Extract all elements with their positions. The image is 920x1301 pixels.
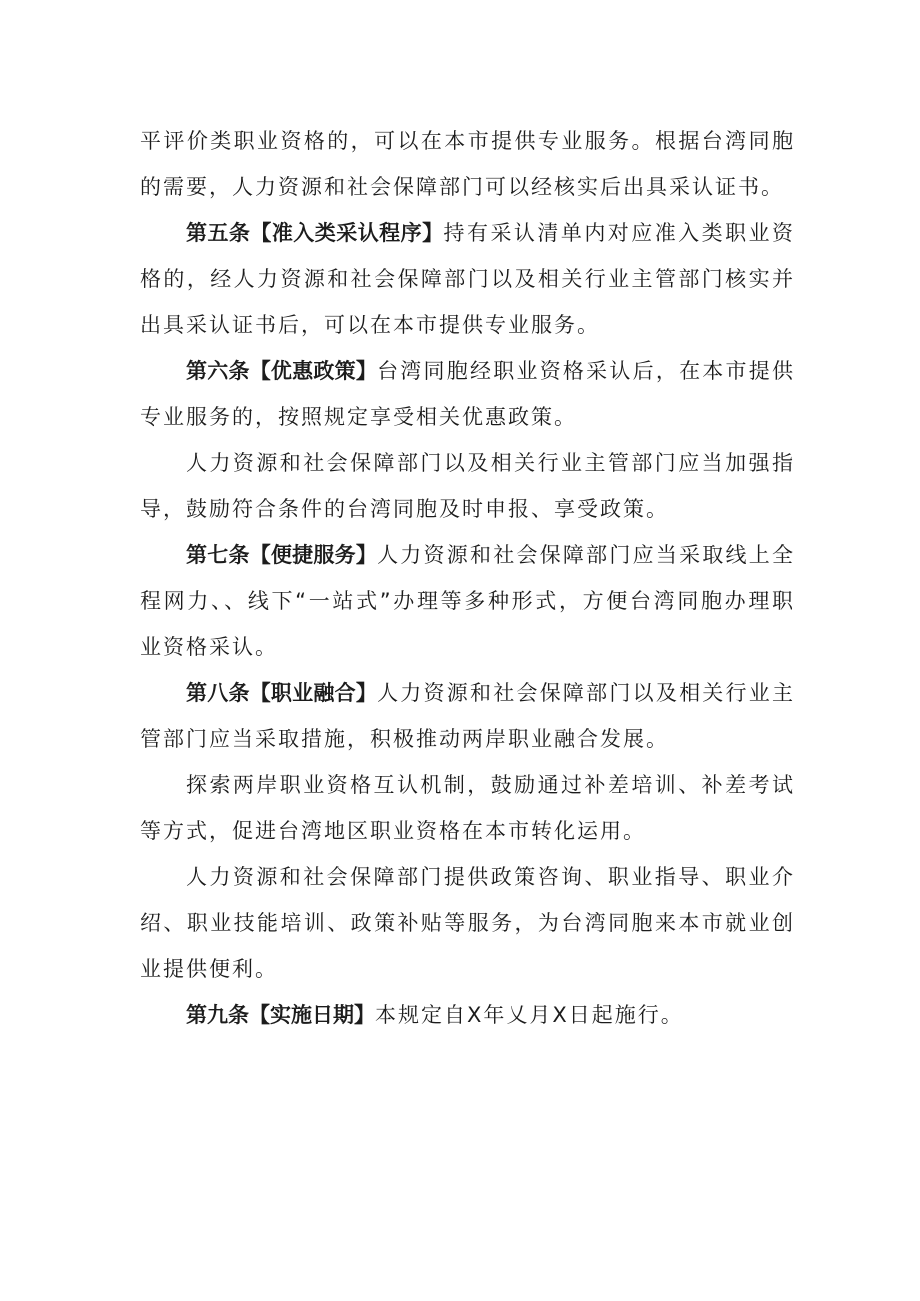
article-8-text: 人力资源和社会保障部门以及相关行业主管部门应当采取措施，积极推动两岸职业融合发展。 xyxy=(140,681,795,751)
article-8-sub-paragraph-2 xyxy=(140,854,795,992)
article-6-heading: 第六条【优惠政策】 xyxy=(186,359,378,383)
paragraph-text: 平评价类职业资格的，可以在本市提供专业服务。根据台湾同胞的需要，人力资源和社会保障部门可以经核实后出具采认证书。 xyxy=(140,129,795,199)
article-7-heading: 第七条【便捷服务】 xyxy=(186,543,378,567)
article-8-sub-paragraph-1 xyxy=(140,762,795,854)
article-6-sub-paragraph xyxy=(140,440,795,532)
paragraph-text: 探索两岸职业资格互认机制，鼓励通过补差培训、补差考试等方式，促进台湾地区职业资格在本市转化运用。 xyxy=(140,773,795,843)
document-body xyxy=(140,118,795,1038)
paragraph-text: 人力资源和社会保障部门提供政策咨询、职业指导、职业介绍、职业技能培训、政策补贴等服务，为台湾同胞来本市就业创业提供便利。 xyxy=(140,865,795,981)
article-9-paragraph xyxy=(140,992,795,1038)
article-8-heading: 第八条【职业融合】 xyxy=(186,681,378,705)
article-6-text: 台湾同胞经职业资格采认后，在本市提供专业服务的，按照规定享受相关优惠政策。 xyxy=(140,359,795,429)
article-9-text: 本规定自X年乂月X日起施行。 xyxy=(375,1003,684,1027)
article-9-heading: 第九条【实施日期】 xyxy=(186,1003,375,1027)
article-5-heading: 第五条【准入类采认程序】 xyxy=(186,221,444,245)
article-8-paragraph xyxy=(140,670,795,762)
paragraph-text: 人力资源和社会保障部门以及相关行业主管部门应当加强指导，鼓励符合条件的台湾同胞及时申报、享受政策。 xyxy=(140,451,795,521)
article-7-text: 人力资源和社会保障部门应当采取线上全程网力、、线下“一站式”办理等多种形式，方便台湾同胞办理职业资格采认。 xyxy=(140,543,795,659)
article-7-paragraph xyxy=(140,532,795,670)
article-5-text: 持有采认清单内对应准入类职业资格的，经人力资源和社会保障部门以及相关行业主管部门核实并出具采认证书后，可以在本市提供专业服务。 xyxy=(140,221,796,337)
paragraph-continuation xyxy=(140,118,795,210)
article-6-paragraph xyxy=(140,348,795,440)
article-5-paragraph xyxy=(140,210,795,348)
